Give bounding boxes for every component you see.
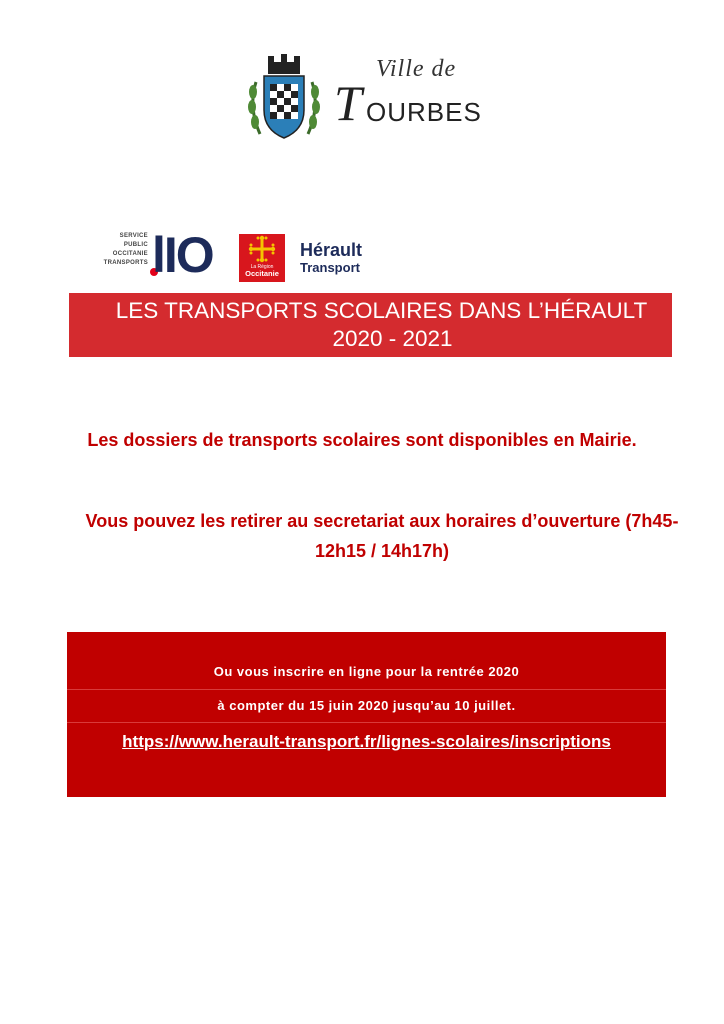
occitan-cross-icon [239, 234, 285, 264]
occitanie-region-logo [239, 234, 285, 282]
herault-transport-sub: Transport [300, 260, 360, 275]
town-name: OURBES [366, 97, 482, 127]
lio-mark: lIO [152, 227, 213, 283]
divider [67, 722, 666, 723]
registration-line-2: à compter du 15 juin 2020 jusqu’au 10 juillet. [217, 698, 516, 713]
registration-line-1: Ou vous inscrire en ligne pour la rentrée 2020 [213, 664, 520, 679]
town-name-initial: T [334, 75, 362, 131]
occitanie-name: Occitanie [245, 269, 279, 278]
lio-service-text [92, 232, 148, 268]
lio-service-line: PUBLIC [123, 242, 148, 248]
banner-year: 2020 - 2021 [332, 326, 453, 351]
opening-hours-paragraph: Vous pouvez les retirer au secretariat aux horaires d’ouverture (7h45-12h15 / 14h17h) [85, 511, 679, 561]
town-logo [246, 52, 496, 144]
occitanie-small-text: La Région [250, 264, 274, 270]
lio-service-line: TRANSPORTS [103, 260, 148, 266]
registration-link[interactable]: https://www.herault-transport.fr/lignes-scolaires/inscriptions [122, 732, 611, 751]
title-banner [69, 293, 672, 357]
coat-of-arms-icon [246, 52, 322, 144]
ville-de-text: Ville de [376, 56, 457, 82]
lio-logo [92, 228, 232, 284]
banner-title: LES TRANSPORTS SCOLAIRES DANS L’HÉRAULT [115, 298, 648, 323]
registration-box [67, 632, 666, 797]
herault-name: Hérault [300, 240, 363, 260]
divider [67, 689, 666, 690]
availability-paragraph: Les dossiers de transports scolaires sont disponibles en Mairie. [87, 430, 637, 450]
lio-service-line: OCCITANIE [112, 251, 148, 257]
herault-transport-logo [300, 240, 390, 280]
lio-service-line: SERVICE [119, 233, 148, 239]
